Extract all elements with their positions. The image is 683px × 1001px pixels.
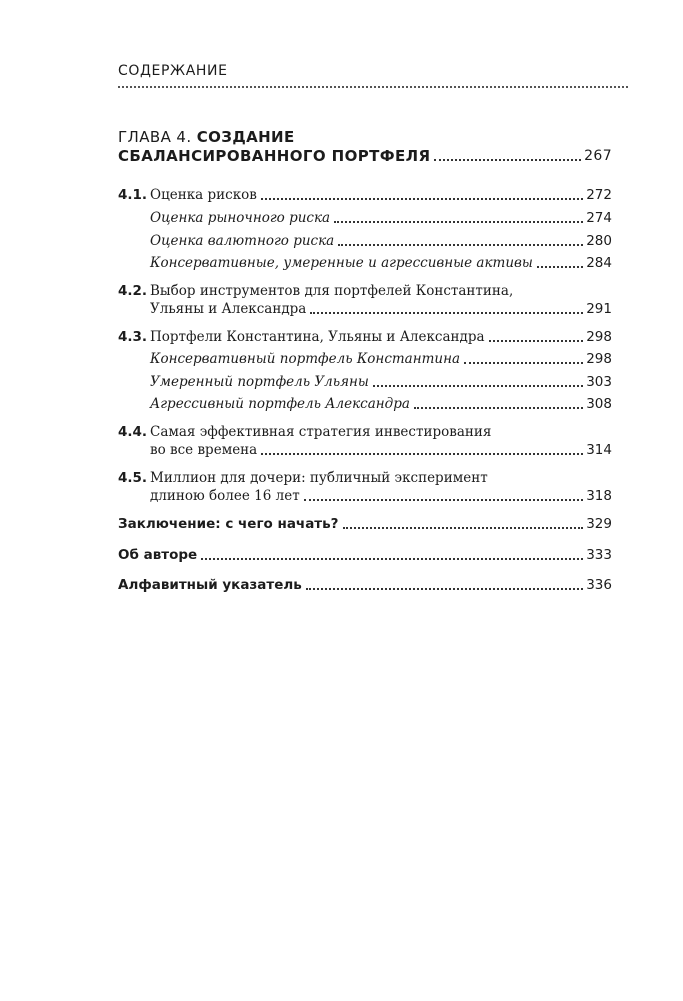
leader-dots xyxy=(334,221,583,223)
entry-page: 272 xyxy=(586,187,612,203)
chapter-title-line2: СБАЛАНСИРОВАННОГО ПОРТФЕЛЯ xyxy=(118,147,431,165)
chapter-prefix: ГЛАВА 4. xyxy=(118,128,197,146)
leader-dots xyxy=(310,312,583,314)
chapter-title-line1: СОЗДАНИЕ xyxy=(196,128,295,146)
leader-dots xyxy=(338,244,583,246)
entry-page: 333 xyxy=(586,547,612,563)
leader-dots xyxy=(343,527,584,529)
toc-entry-4-1[interactable] xyxy=(118,186,612,204)
section-number: 4.2. xyxy=(118,283,148,299)
toc-subentry[interactable] xyxy=(150,395,612,413)
leader-dots xyxy=(464,362,583,364)
section-number: 4.1. xyxy=(118,187,148,203)
running-header: СОДЕРЖАНИЕ xyxy=(118,63,228,79)
entry-title: во все времена xyxy=(150,442,258,458)
entry-title: Консервативный портфель Константина xyxy=(150,351,461,367)
toc-entry-conclusion[interactable] xyxy=(118,515,612,533)
leader-dots xyxy=(261,198,583,200)
entry-page: 291 xyxy=(586,301,612,317)
leader-dots xyxy=(489,340,584,342)
toc-entry-4-4-line1 xyxy=(118,423,491,441)
toc-entry-4-2[interactable] xyxy=(150,300,612,318)
leader-dots xyxy=(201,558,583,560)
entry-title: Алфавитный указатель xyxy=(118,577,302,593)
entry-page: 308 xyxy=(586,396,612,412)
header-divider xyxy=(118,86,628,88)
toc-subentry[interactable] xyxy=(150,350,612,368)
toc-entry-4-2-line1 xyxy=(118,282,513,300)
entry-title: Умеренный портфель Ульяны xyxy=(150,374,369,390)
toc-entry-4-5[interactable] xyxy=(150,487,612,505)
entry-title: Ульяны и Александра xyxy=(150,301,307,317)
section-number: 4.4. xyxy=(118,424,148,440)
toc-subentry[interactable] xyxy=(150,209,612,227)
toc-subentry[interactable] xyxy=(150,232,612,250)
chapter-page: 267 xyxy=(584,148,612,164)
entry-title: Портфели Константина, Ульяны и Александра xyxy=(150,329,485,345)
toc-entry-index[interactable] xyxy=(118,576,612,594)
entry-page: 329 xyxy=(586,516,612,532)
entry-page: 280 xyxy=(586,233,612,249)
leader-dots xyxy=(304,499,584,501)
leader-dots xyxy=(261,453,583,455)
entry-title: Оценка рыночного риска xyxy=(150,210,331,226)
section-number: 4.3. xyxy=(118,329,148,345)
section-number: 4.5. xyxy=(118,470,148,486)
chapter-title-row[interactable] xyxy=(118,147,612,165)
leader-dots xyxy=(373,385,583,387)
toc-entry-4-4[interactable] xyxy=(150,441,612,459)
entry-title: Оценка рисков xyxy=(150,187,257,203)
entry-title-line1: Миллион для дочери: публичный эксперимент xyxy=(150,470,488,486)
entry-title: Оценка валютного риска xyxy=(150,233,335,249)
entry-title-line1: Самая эффективная стратегия инвестирования xyxy=(150,424,492,440)
leader-dots xyxy=(537,266,583,268)
toc-entry-4-5-line1 xyxy=(118,469,488,487)
leader-dots xyxy=(414,407,583,409)
chapter-heading xyxy=(118,127,612,147)
entry-page: 284 xyxy=(586,255,612,271)
toc-entry-about-author[interactable] xyxy=(118,546,612,564)
entry-title: Агрессивный портфель Александра xyxy=(150,396,410,412)
toc-entry-4-3[interactable] xyxy=(118,328,612,346)
entry-title-line1: Выбор инструментов для портфелей Константина, xyxy=(150,283,514,299)
entry-title: длиною более 16 лет xyxy=(150,488,300,504)
entry-page: 314 xyxy=(586,442,612,458)
leader-dots xyxy=(306,588,583,590)
toc-subentry[interactable] xyxy=(150,373,612,391)
entry-page: 298 xyxy=(586,329,612,345)
entry-title: Об авторе xyxy=(118,547,198,563)
entry-page: 298 xyxy=(586,351,612,367)
entry-page: 303 xyxy=(586,374,612,390)
entry-title: Заключение: с чего начать? xyxy=(118,516,339,532)
toc-subentry[interactable] xyxy=(150,254,612,272)
entry-page: 274 xyxy=(586,210,612,226)
entry-page: 318 xyxy=(586,488,612,504)
leader-dots xyxy=(434,159,581,161)
entry-page: 336 xyxy=(586,577,612,593)
entry-title: Консервативные, умеренные и агрессивные активы xyxy=(150,255,533,271)
